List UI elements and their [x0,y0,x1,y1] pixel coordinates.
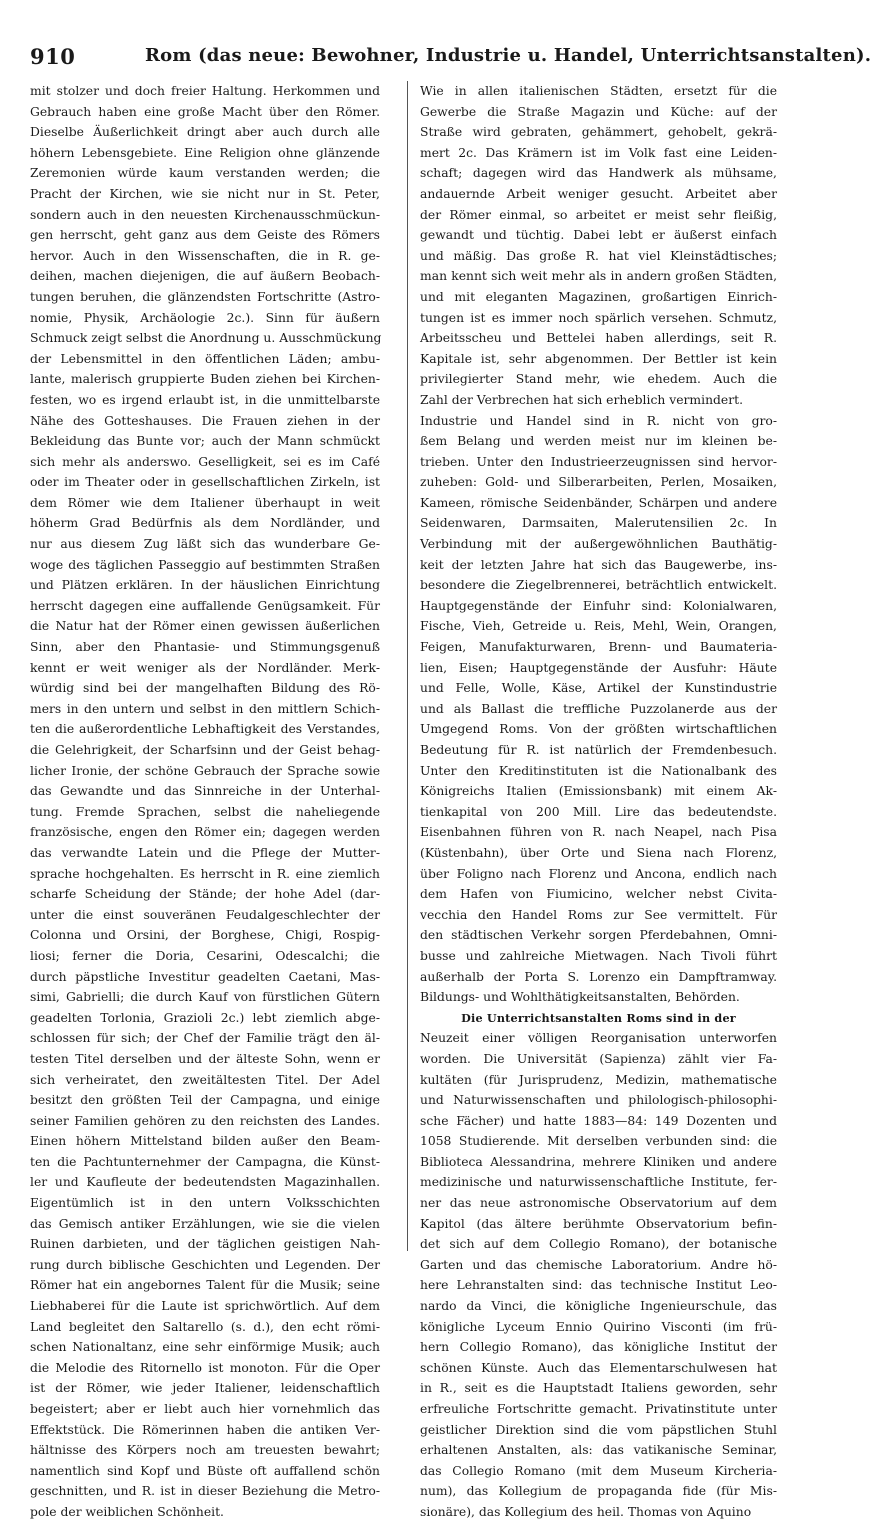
text-line: Biblioteca Alessandrina, mehrere Kliniken und andere [420,1154,777,1169]
page-header [30,44,871,70]
text-line: schlossen für sich; der Chef der Familie trägt den äl- [30,1031,380,1046]
text-line: höherm Grad Bedürfnis als dem Nordländer, und [30,516,380,531]
text-line: geistlicher Direktion sind die vom päpstlichen Stuhl [420,1422,777,1437]
text-line: tienkapital von 200 Mill. Lire das bedeutendste. [420,804,777,819]
text-line: Kameen, römische Seidenbänder, Schärpen und andere [420,495,777,510]
text-line: lante, malerisch gruppierte Buden ziehen bei Kirchen- [30,372,380,387]
text-line: schönen Künste. Auch das Elementarschulwesen hat [420,1360,777,1375]
text-line: hervor. Auch in den Wissenschaften, die in R. ge- [30,248,380,263]
text-column-left [30,81,380,1523]
text-line: und mäßig. Das große R. hat viel Kleinstädtisches; [420,248,777,263]
text-line: Bildungs- und Wohlthätigkeitsanstalten, Behörden. [420,990,740,1005]
text-line: geadelten Torlonia, Grazioli 2c.) lebt ziemlich abge- [30,1010,380,1025]
text-line: Industrie und Handel sind in R. nicht von gro- [420,413,777,428]
text-line: sprache hochgehalten. Es herrscht in R. eine ziemlich [30,866,380,881]
text-line: trieben. Unter den Industrieerzeugnissen sind hervor- [420,454,777,469]
text-line: das Gemisch antiker Erzählungen, wie sie die vielen [30,1216,380,1231]
text-line: begeistert; aber er liebt auch hier vornehmlich das [30,1402,380,1416]
text-line: 1058 Studierende. Mit derselben verbunden sind: die [420,1134,777,1149]
text-line: das Gewandte und das Sinnreiche in der Unterhal- [30,784,380,799]
text-line: Unter den Kreditinstituten ist die Nationalbank des [420,763,777,778]
text-line: scharfe Scheidung der Stände; der hohe Adel (dar- [30,887,380,902]
text-line: die Natur hat der Römer einen gewissen äußerlichen [30,619,380,634]
text-line: (Küstenbahn), über Orte und Siena nach Florenz, [420,845,777,860]
text-line: festen, wo es irgend erlaubt ist, in die unmittelbarste [30,392,380,407]
text-line: königliche Lyceum Ennio Quirino Visconti (im frü- [420,1319,777,1334]
text-line: in R., seit es die Hauptstadt Italiens geworden, sehr [420,1381,777,1396]
text-line: Feigen, Manufakturwaren, Brenn- und Baumateria- [420,640,777,655]
text-line: Effektstück. Die Römerinnen haben die antiken Ver- [30,1422,380,1437]
text-line: Dieselbe Äußerlichkeit dringt aber auch durch alle [30,125,380,140]
text-line: sionäre), das Kollegium des heil. Thomas von Aquino [420,1504,752,1519]
text-line: Neuzeit einer völligen Reorganisation unterworfen [420,1031,777,1046]
text-line: ist der Römer, wie jeder Italiener, leidenschaftlich [30,1381,380,1396]
text-line: keit der letzten Jahre hat sich das Baugewerbe, ins- [420,557,777,572]
text-line: dem Römer wie dem Italiener überhaupt in weit [30,495,380,510]
text-line: num), das Kollegium de propaganda fide (für Mis- [420,1484,777,1499]
text-line: und Plätzen erklären. In der häuslichen Einrichtung [30,578,380,593]
text-line: sich mehr als anderswo. Geselligkeit, sei es im Café [30,454,380,469]
text-line: pole der weiblichen Schönheit. [30,1504,224,1519]
text-line: tung. Fremde Sprachen, selbst die naheliegende [30,804,380,819]
text-line: den städtischen Verkehr sorgen Pferdebahnen, Omni- [420,928,777,943]
text-line: dem Hafen von Fiumicino, welcher nebst Civita- [420,887,777,902]
text-line: seiner Familien gehören zu den reichsten des Landes. [30,1113,380,1128]
text-line: die Gelehrigkeit, der Scharfsinn und der Geist behag- [30,743,380,757]
text-line: Wie in allen italienischen Städten, ersetzt für die [420,84,777,98]
text-line: Sinn, aber den Phantasie- und Stimmungsgenuß [30,640,380,655]
text-line: Nähe des Gotteshauses. Die Frauen ziehen in der [30,413,380,428]
text-line: französische, engen den Römer ein; dagegen werden [30,825,380,840]
text-line: deihen, machen diejenigen, die auf äußern Beobach- [30,269,380,284]
text-line: nomie, Physik, Archäologie 2c.). Sinn für äußern [30,310,380,325]
text-line: der Lebensmittel in den öffentlichen Läden; ambu- [30,351,380,366]
text-line: kennt er weit weniger als der Nordländer. Merk- [30,660,380,675]
text-line: Arbeitsscheu und Bettelei haben allerdings, seit R. [420,331,777,346]
text-line: schaft; dagegen wird das Handwerk als mühsame, [420,166,777,181]
text-line: Land begleitet den Saltarello (s. d.), den echt römi- [30,1319,380,1334]
text-column-right [420,81,777,1523]
text-line: besitzt den größten Teil der Campagna, und einige [30,1093,380,1108]
text-line: namentlich sind Kopf und Büste oft auffallend schön [30,1463,380,1478]
column-divider [407,81,408,1251]
page-number: 910 [30,44,76,69]
text-line: here Lehranstalten sind: das technische Institut Leo- [420,1278,777,1293]
text-line: woge des täglichen Passeggio auf bestimmten Straßen [30,557,380,572]
text-line: lien, Eisen; Hauptgegenstände der Ausfuhr: Häute [420,660,777,675]
text-line: worden. Die Universität (Sapienza) zählt vier Fa- [420,1051,777,1066]
text-line: ten die Pachtunternehmer der Campagna, die Künst- [30,1154,380,1169]
text-line: Kapitale ist, sehr abgenommen. Der Bettler ist kein [420,351,777,366]
text-line: Bedeutung für R. ist natürlich der Fremdenbesuch. [420,743,777,757]
text-line: Kapitol (das ältere berühmte Observatorium befin- [420,1216,777,1231]
text-line: simi, Gabrielli; die durch Kauf von fürstlichen Gütern [30,990,380,1005]
text-line: ßem Belang und werden meist nur im kleinen be- [420,434,777,449]
text-line: mit stolzer und doch freier Haltung. Herkommen und [30,84,380,98]
text-line: die Melodie des Ritornello ist monoton. Für die Oper [30,1360,380,1375]
text-line: Bekleidung das Bunte vor; auch der Mann schmückt [30,434,380,449]
text-line: Römer hat ein angebornes Talent für die Musik; seine [30,1278,380,1293]
text-line: medizinische und naturwissenschaftliche Institute, fer- [420,1175,777,1190]
text-line: mert 2c. Das Krämern ist im Volk fast eine Leiden- [420,145,777,160]
text-line: liosi; ferner die Doria, Cesarini, Odescalchi; die [30,948,380,963]
text-line: kultäten (für Jurisprudenz, Medizin, mathematische [420,1072,777,1087]
running-title: Rom (das neue: Bewohner, Industrie u. Handel, Unterrichtsanstalten). [145,45,871,66]
text-line: würdig sind bei der mangelhaften Bildung des Rö- [30,681,380,696]
text-line: geschnitten, und R. ist in dieser Beziehung die Metro- [30,1484,380,1499]
text-line: Seidenwaren, Darmsaiten, Malerutensilien 2c. In [420,516,777,531]
text-line: mers in den untern und selbst in den mittlern Schich- [30,701,380,716]
text-line: Eigentümlich ist in den untern Volksschichten [30,1196,380,1211]
text-line: Garten und das chemische Laboratorium. Andre hö- [420,1257,777,1272]
text-line: herrscht dagegen eine auffallende Genügsamkeit. Für [30,598,380,613]
text-line: gewandt und tüchtig. Dabei lebt er äußerst einfach [420,228,777,243]
text-line: Gewerbe die Straße Magazin und Küche: auf der [420,104,777,119]
text-line: Zahl der Verbrechen hat sich erheblich vermindert. [420,392,744,407]
text-line: tungen ist es immer noch spärlich versehen. Schmutz, [420,310,777,325]
text-line: Umgegend Roms. Von der größten wirtschaftlichen [420,722,777,737]
text-line: über Foligno nach Florenz und Ancona, endlich nach [420,866,777,881]
text-line: testen Titel derselben und der älteste Sohn, wenn er [30,1051,380,1066]
text-line: Verbindung mit der außergewöhnlichen Bauthätig- [420,537,777,552]
text-line: und als Ballast die treffliche Puzzolanerde aus der [420,701,777,716]
text-line: Schmuck zeigt selbst die Anordnung u. Ausschmückung [30,331,382,346]
text-line: sich verheiratet, den zweitältesten Titel. Der Adel [30,1072,380,1087]
text-line: besondere die Ziegelbrennerei, beträchtlich entwickelt. [420,578,777,593]
text-line: Liebhaberei für die Laute ist sprichwörtlich. Auf dem [30,1299,380,1314]
text-line: rung durch biblische Geschichten und Legenden. Der [30,1257,380,1272]
text-line: sondern auch in den neuesten Kirchenausschmückun- [30,207,380,222]
text-line: durch päpstliche Investitur geadelten Caetani, Mas- [30,969,380,984]
text-line: Pracht der Kirchen, wie sie nicht nur in St. Peter, [30,186,380,201]
text-line: nardo da Vinci, die königliche Ingenieurschule, das [420,1299,777,1314]
text-line: oder im Theater oder in gesellschaftlichen Zirkeln, ist [30,475,380,490]
text-line: Gebrauch haben eine große Macht über den Römer. [30,104,380,119]
text-line: privilegierter Stand mehr, wie ehedem. Auch die [420,372,777,387]
text-line: nur aus diesem Zug läßt sich das wunderbare Ge- [30,537,380,552]
text-line: tungen beruhen, die glänzendsten Fortschritte (Astro- [30,289,380,304]
text-line: Zeremonien würde kaum verstanden werden; die [30,166,380,181]
text-line: vecchia den Handel Roms zur See vermittelt. Für [420,907,777,922]
text-line: das Collegio Romano (mit dem Museum Kircheria- [420,1463,777,1478]
text-line: unter die einst souveränen Feudalgeschlechter der [30,907,380,922]
text-line: und Naturwissenschaften und philologisch-philosophi- [420,1093,777,1108]
text-line: Colonna und Orsini, der Borghese, Chigi, Rospig- [30,928,380,943]
text-line: hern Collegio Romano), das königliche Institut der [420,1340,777,1355]
text-line: der Römer einmal, so arbeitet er meist sehr fleißig, [420,207,777,222]
text-line: ten die außerordentliche Lebhaftigkeit des Verstandes, [30,722,380,737]
text-line: höhern Lebensgebiete. Eine Religion ohne glänzende [30,145,380,160]
text-line: Eisenbahnen führen von R. nach Neapel, nach Pisa [420,825,777,840]
text-line: Einen höhern Mittelstand bilden außer den Beam- [30,1134,380,1149]
text-line: gen herrscht, geht ganz aus dem Geiste des Römers [30,228,380,243]
text-line: Fische, Vieh, Getreide u. Reis, Mehl, Wein, Orangen, [420,619,777,634]
text-line: sche Fächer) und hatte 1883—84: 149 Dozenten und [420,1113,777,1128]
text-line: Königreichs Italien (Emissionsbank) mit einem Ak- [420,784,777,799]
text-line: Hauptgegenstände der Einfuhr sind: Kolonialwaren, [420,598,777,613]
text-line: erfreuliche Fortschritte gemacht. Privatinstitute unter [420,1402,777,1416]
text-line: det sich auf dem Collegio Romano), der botanische [420,1237,777,1252]
text-line: Straße wird gebraten, gehämmert, gehobelt, gekrä- [420,125,777,140]
text-line: das verwandte Latein und die Pflege der Mutter- [30,845,380,860]
text-line: man kennt sich weit mehr als in andern großen Städten, [420,269,777,284]
text-line: hältnisse des Körpers noch am treuesten bewahrt; [30,1443,380,1458]
text-line: erhaltenen Anstalten, als: das vatikanische Seminar, [420,1443,777,1458]
text-line: und Felle, Wolle, Käse, Artikel der Kunstindustrie [420,681,777,696]
text-line: ner das neue astronomische Observatorium auf dem [420,1196,777,1211]
text-line: busse und zahlreiche Mietwagen. Nach Tivoli führt [420,948,777,963]
section-heading: Die Unterrichtsanstalten Roms sind in der [461,1010,736,1025]
text-line: andauernde Arbeit weniger gesucht. Arbeitet aber [420,186,777,201]
text-line: zuheben: Gold- und Silberarbeiten, Perlen, Mosaiken, [420,475,777,490]
text-line: ler und Kaufleute der bedeutendsten Magazinhallen. [30,1175,380,1190]
text-line: Ruinen darbieten, und der täglichen geistigen Nah- [30,1237,380,1252]
text-line: außerhalb der Porta S. Lorenzo ein Dampftramway. [420,969,777,984]
text-line: und mit eleganten Magazinen, großartigen Einrich- [420,289,777,304]
text-line: schen Nationaltanz, eine sehr einförmige Musik; auch [30,1340,380,1355]
text-line: licher Ironie, der schöne Gebrauch der Sprache sowie [30,763,380,778]
